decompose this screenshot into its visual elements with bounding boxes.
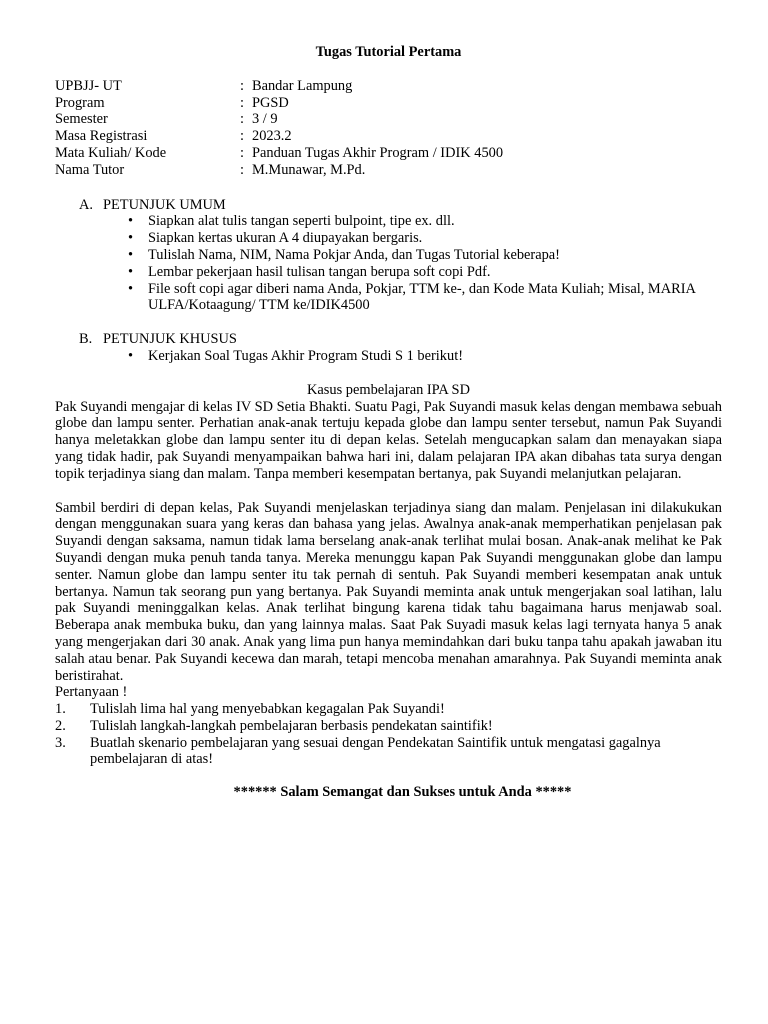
questions-list — [55, 701, 722, 768]
info-value: Bandar Lampung — [252, 77, 353, 94]
list-item: • Tulislah Nama, NIM, Nama Pokjar Anda, dan Tugas Tutorial keberapa! — [55, 247, 722, 264]
info-key: Masa Registrasi — [55, 128, 148, 145]
info-row-upbjj — [55, 78, 503, 95]
info-row-semester — [55, 111, 503, 128]
section-letter: B. — [79, 331, 93, 348]
section-b-list — [55, 348, 722, 365]
info-colon: : — [240, 94, 244, 111]
question-text: Tulislah langkah-langkah pembelajaran berbasis pendekatan saintifik! — [90, 717, 493, 734]
info-key: Program — [55, 94, 105, 111]
question-item — [55, 718, 722, 735]
section-title: PETUNJUK UMUM — [103, 196, 226, 213]
list-item: • Siapkan kertas ukuran A 4 diupayakan bergaris. — [55, 230, 722, 247]
info-row-tutor — [55, 162, 503, 179]
question-item — [55, 735, 722, 769]
info-colon: : — [240, 77, 244, 94]
question-text: Buatlah skenario pembelajaran yang sesuai dengan Pendekatan Saintifik untuk mengatasi gagalnya pembelajaran di atas! — [90, 734, 661, 768]
info-colon: : — [240, 111, 244, 128]
info-row-program — [55, 95, 503, 112]
info-row-course — [55, 145, 503, 162]
info-key: UPBJJ- UT — [55, 77, 122, 94]
info-key: Nama Tutor — [55, 161, 125, 178]
question-item — [55, 701, 722, 718]
questions-heading: Pertanyaan ! — [55, 684, 128, 701]
section-title: PETUNJUK KHUSUS — [103, 331, 237, 348]
question-number: 2. — [55, 717, 66, 734]
closing-line: ****** Salam Semangat dan Sukses untuk Anda ***** — [233, 784, 572, 801]
info-colon: : — [240, 144, 244, 161]
info-row-registration — [55, 128, 503, 145]
case-title: Kasus pembelajaran IPA SD — [307, 381, 470, 398]
info-value: 3 / 9 — [252, 111, 278, 128]
case-paragraph-1: Pak Suyandi mengajar di kelas IV SD Setia Bhakti. Suatu Pagi, Pak Suyandi masuk kelas dengan membawa sebuah globe dan lampu senter. Perhatian anak-anak tertuju kepada globe dan lampu senter tersebut, namun Pak Suyandi hanya meletakkan globe dan lampu senter itu di depan kelas. Setelah mengucapkan salam dan menayakan siapa yang tidak hadir, pak Suyandi menyampaikan bahwa hari ini, dalam pelajaran IPA akan dibahas tata surya dengan topik terjadinya siang dan malam. Tanpa memberi kesempatan bertanya, pak Suyandi melanjutkan pelajaran. — [55, 398, 722, 482]
document-title: Tugas Tutorial Pertama — [315, 44, 462, 60]
section-a-list — [55, 213, 722, 314]
info-value: M.Munawar, M.Pd. — [252, 161, 366, 178]
info-value: PGSD — [252, 94, 289, 111]
question-text: Tulislah lima hal yang menyebabkan kegagalan Pak Suyandi! — [90, 701, 445, 718]
info-colon: : — [240, 128, 244, 145]
info-key: Semester — [55, 111, 108, 128]
case-paragraph-2: Sambil berdiri di depan kelas, Pak Suyandi menjelaskan terjadinya siang dan malam. Penjelasan ini dilakukukan dengan menggunakan suara yang keras dan bahasa yang jelas. Awalnya anak-anak memperhatikan penjelasan pak Suyandi dengan saksama, namun tidak lama berselang anak-anak terlihat mulai bosan. Anak-anak melihat ke Pak Suyandi dengan muka penuh tanda tanya. Mereka menunggu kapan Pak Suyandi menggunakan globe dan lampu senter. Namun globe dan lampu senter itu tak pernah di sentuh. Pak Suyandi memberi kesempatan anak untuk bertanya. Namun tak seorang pun yang bertanya. Pak Suyandi meminta anak untuk mengerjakan soal latihan, lalu pak Suyandi meninggalkan kelas. Anak terlihat bingung karena tidak tahu bagaimana harus menjawab soal. Beberapa anak membuka buku, dan yang lainnya malas. Saat Pak Suyadi masuk kelas lagi ternyata hanya 5 anak yang mengerjakan dari 30 anak. Anak yang lima pun hanya memindahkan dari buku tanpa tahu apakah jawaban itu salah atau benar. Pak Suyandi kecewa dan marah, tetapi mencoba menahan amarahnya. Pak Suyandi meminta anak beristirahat. — [55, 499, 722, 684]
list-item: • File soft copi agar diberi nama Anda, Pokjar, TTM ke-, dan Kode Mata Kuliah; Misal, MARIA ULFA/Kotaagung/ TTM ke/IDIK4500 — [55, 281, 722, 315]
info-value: Panduan Tugas Akhir Program / IDIK 4500 — [252, 144, 504, 161]
question-number: 3. — [55, 734, 66, 751]
info-key: Mata Kuliah/ Kode — [55, 144, 167, 161]
list-item: • Kerjakan Soal Tugas Akhir Program Studi S 1 berikut! — [55, 348, 722, 365]
list-item: • Siapkan alat tulis tangan seperti bulpoint, tipe ex. dll. — [55, 213, 722, 230]
info-value: 2023.2 — [252, 128, 292, 145]
section-a-heading — [55, 197, 722, 214]
question-number: 1. — [55, 701, 66, 718]
info-colon: : — [240, 161, 244, 178]
section-b-heading — [55, 331, 722, 348]
list-item: • Lembar pekerjaan hasil tulisan tangan berupa soft copi Pdf. — [55, 264, 722, 281]
section-letter: A. — [79, 196, 93, 213]
info-table — [55, 78, 503, 179]
